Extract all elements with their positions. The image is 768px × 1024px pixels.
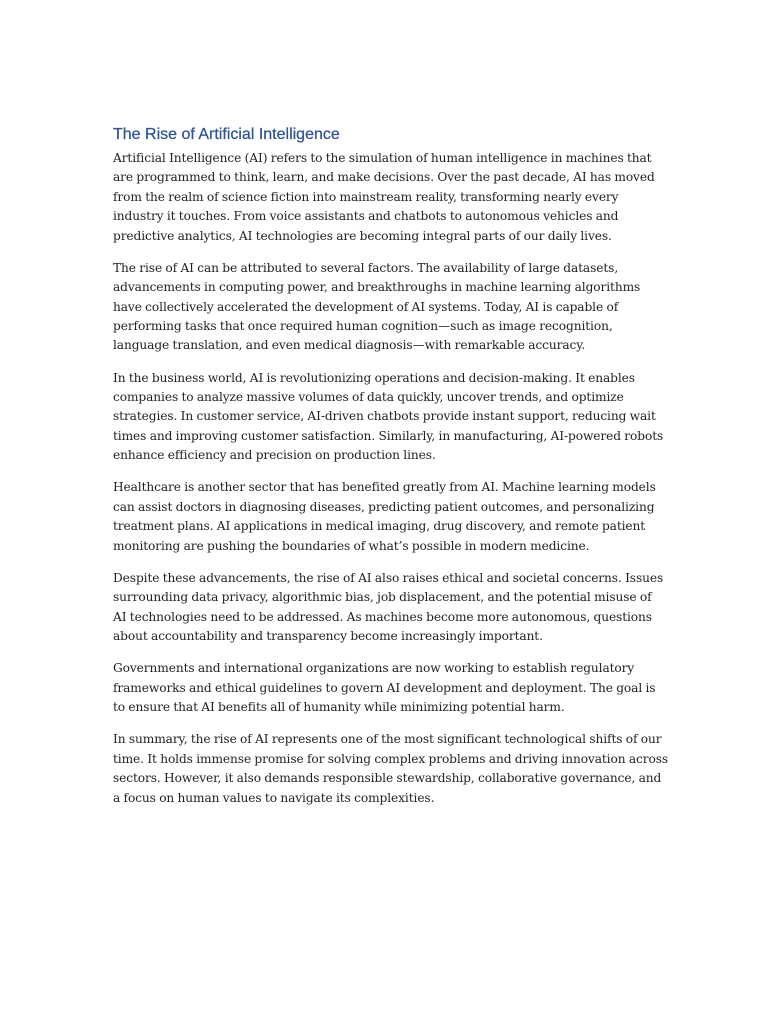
body-paragraph-5: Despite these advancements, the rise of AI also raises ethical and societal concerns. Issues surrounding data privacy, algorithmic bias, job displacement, and the potential misuse of AI technologies need to be addressed. As machines become more autonomous, questions about accountability and transparency become increasingly important. <box>113 570 664 644</box>
body-paragraph-2: The rise of AI can be attributed to several factors. The availability of large datasets, advancements in computing power, and breakthroughs in machine learning algorithms have collectively accelerated the development of AI systems. Today, AI is capable of performing tasks that once required human cognition—such as image recognition, language translation, and even medical diagnosis—with remarkable accuracy. <box>113 260 641 353</box>
document-title: The Rise of Artificial Intelligence <box>113 126 340 143</box>
body-paragraph-3: In the business world, AI is revolutionizing operations and decision-making. It enables companies to analyze massive volumes of data quickly, uncover trends, and optimize strategies. In customer service, AI-driven chatbots provide instant support, reducing wait times and improving customer satisfaction. Similarly, in manufacturing, AI-powered robots enhance efficiency and precision on production lines. <box>113 370 664 463</box>
body-paragraph-6: Governments and international organizations are now working to establish regulatory frameworks and ethical guidelines to govern AI development and deployment. The goal is to ensure that AI benefits all of humanity while minimizing potential harm. <box>113 661 656 715</box>
body-paragraph-7: In summary, the rise of AI represents one of the most significant technological shifts of our time. It holds immense promise for solving complex problems and driving innovation across sectors. However, it also demands responsible stewardship, collaborative governance, and a focus on human values to navigate its complexities. <box>113 732 669 805</box>
document-body <box>113 149 668 808</box>
body-paragraph-1: Artificial Intelligence (AI) refers to the simulation of human intelligence in machines that are programmed to think, learn, and make decisions. Over the past decade, AI has moved from the realm of science fiction into mainstream reality, transforming nearly every industry it touches. From voice assistants and chatbots to autonomous vehicles and predictive analytics, AI technologies are becoming integral parts of our daily lives. <box>113 151 655 243</box>
body-paragraph-4: Healthcare is another sector that has benefited greatly from AI. Machine learning models can assist doctors in diagnosing diseases, predicting patient outcomes, and personalizing treatment plans. AI applications in medical imaging, drug discovery, and remote patient monitoring are pushing the boundaries of what’s possible in modern medicine. <box>113 480 656 553</box>
